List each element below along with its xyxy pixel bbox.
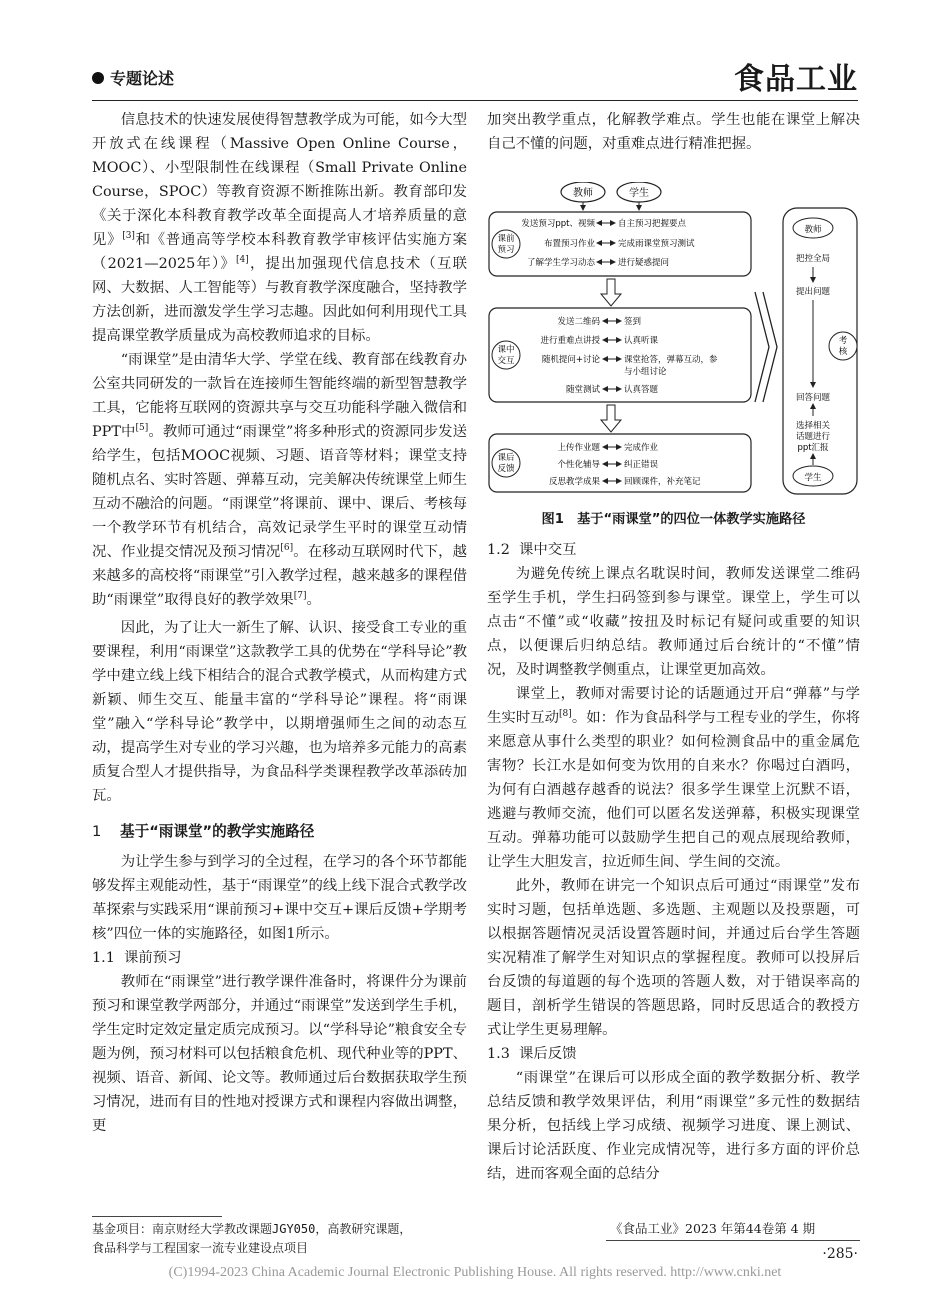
paragraph: 教师在“雨课堂”进行教学课件准备时，将课件分为课前预习和课堂教学两部分，并通过“雨课堂”发送到学生手机，学生定时定效定量定质完成预习。以“学科导论”粮食安全专题为例，预习材料可以包括粮食危机、现代种业等的PPT、视频、语音、新闻、论文等。教师通过后台数据获取学生预习情况，进而有目的性地对授课方式和课程内容做出调整，更 [92, 974, 467, 1134]
chevron-right-icon [755, 292, 777, 402]
student-label: 学生 [629, 188, 649, 199]
pre-row-left: 了解学生学习动态 [526, 258, 595, 268]
down-arrow-icon [601, 279, 621, 306]
post-class-label: 课后 [497, 453, 515, 463]
pre-row-right: 自主预习把握要点 [618, 219, 687, 229]
citation[interactable]: [5] [135, 423, 149, 434]
down-arrow-icon [601, 405, 621, 432]
citation[interactable]: [3] [122, 231, 135, 242]
citation[interactable]: [8] [559, 709, 572, 720]
exam-select-label: 选择相关 [795, 421, 831, 431]
mid-row-right: 认真答题 [624, 385, 659, 395]
figure-caption: 图1 基于“雨课堂”的四位一体教学实施路径 [541, 512, 806, 527]
paragraph: 因此，为了让大一新生了解、认识、接受食工专业的重要课程，利用“雨课堂”这款教学工具的优势在“学科导论”教学中建立线上线下相结合的混合式教学模式，从而构建方式新颖、师生交互、能量丰富的“学科导论”课程。将“雨课堂”融入“学科导论”教学中，以期增强师生之间的动态互动，提高学生对专业的学习兴趣，也为培养多元能力的高素质复合型人才提供指导，为食品科学类课程教学改革添砖加瓦。 [92, 620, 467, 804]
copyright-watermark: (C)1994-2023 China Academic Journal Electronic Publishing House. All rights reserved. http://www.cnki.net [168, 1265, 782, 1280]
post-row-right: 回顾课件，补充笔记 [624, 477, 701, 487]
post-row-right: 完成作业 [624, 443, 659, 453]
teacher-label: 教师 [573, 188, 593, 199]
post-class-label: 反馈 [497, 464, 515, 474]
pre-row-right: 进行疑惑提问 [618, 258, 670, 268]
post-row-left: 反思教学成果 [548, 477, 600, 487]
pre-class-label: 课前 [497, 234, 515, 244]
exam-student-label: 学生 [804, 473, 822, 483]
fund-footnote: 基金项目：南京财经大学教改课题JGY050，高教研究课题， 食品科学与工程国家一流专业建设点项目 [92, 1222, 412, 1255]
section-title: 专题论述 [110, 69, 175, 88]
right-column [487, 108, 860, 1186]
paragraph: 信息技术的快速发展使得智慧教学成为可能，如今大型开放式在线课程（Massive Open Online Course，MOOC）、小型限制性在线课程（Small Private Online Course，SPOC）等教育资源不断推陈出新。教育部印发《关于深化本科教育教学改革全面提高人才培养质量的意见》[3]和《普通高等学校本科教育教学审核评估实施方案（2021—2025年）》[4]，提出加强现代信息技术（互联网、大数据、人工智能等）与教育教学深度融合，坚持教学方法创新，进而激发学生学习志趣。因此如何利用现代工具提高课堂教学质量成为高校教师追求的目标。 [92, 112, 467, 344]
post-row-right: 纠正错误 [624, 460, 659, 470]
in-class-label: 课中 [497, 345, 515, 355]
subsection-heading: 1.2 课中交互 [487, 542, 577, 558]
mid-row-right: 认真听课 [624, 336, 659, 346]
paragraph: 为避免传统上课点名耽误时间，教师发送课堂二维码至学生手机，学生扫码签到参与课堂。课堂上，学生可以点击“不懂”或“收藏”按扭及时标记有疑问或重要的知识点，以便课后归纳总结。教师通过后台统计的“不懂”情况，及时调整教学侧重点，让课堂更加高效。 [487, 566, 860, 678]
mid-row-left: 随机提问+讨论 [541, 355, 600, 365]
exam-answer-label: 回答问题 [795, 393, 831, 403]
section-header [92, 66, 174, 89]
figure-1 [487, 182, 860, 500]
citation[interactable]: [4] [236, 255, 249, 266]
pre-row-right: 完成雨课堂预习测试 [618, 239, 695, 249]
mid-row-left: 发送二维码 [557, 317, 600, 327]
bullet-dot-icon [92, 72, 104, 84]
header-rule [92, 100, 858, 101]
mid-row-right: 课堂抢答，弹幕互动，参 [624, 355, 718, 365]
in-class-label: 交互 [497, 356, 515, 366]
journal-logo: 食品工业 [734, 62, 858, 97]
exam-ask-label: 提出问题 [795, 287, 831, 297]
post-row-left: 个性化辅导 [557, 460, 600, 470]
paragraph: 加突出教学重点，化解教学难点。学生也能在课堂上解决自己不懂的问题，对重难点进行精准把握。 [487, 112, 860, 152]
flow-diagram [487, 182, 860, 500]
paragraph: 此外，教师在讲完一个知识点后可通过“雨课堂”发布实时习题，包括单选题、多选题、主观题以及投票题，可以根据答题情况灵活设置答题时间，并通过后台学生答题实况精准了解学生对知识点的掌握程度。教师可以投屏后台反馈的每道题的每个选项的答题人数，对于错误率高的题目，剖析学生错误的答题思路，同时反思适合的教授方式让学生更易理解。 [487, 878, 860, 1038]
exam-teacher-label: 教师 [804, 225, 822, 235]
mid-row-left: 随堂测试 [565, 385, 600, 395]
pre-row-left: 发送预习ppt、视频 [521, 219, 595, 229]
paragraph: 课堂上，教师对需要讨论的话题通过开启“弹幕”与学生实时互动[8]。如：作为食品科学与工程专业的学生，你将来愿意从事什么类型的职业？如何检测食品中的重金属危害物？长江水是如何变为饮用的自来水？你喝过白酒吗，为何有白酒越存越香的说法？很多学生课堂上沉默不语，逃避与教师交流，他们可以匿名发送弹幕，积极实现课堂互动。弹幕功能可以鼓励学生把自己的观点展现给教师，让学生大胆发言，拉近师生间、学生间的交流。 [487, 686, 860, 870]
paragraph: “雨课堂”在课后可以形成全面的教学数据分析、教学总结反馈和教学效果评估，利用“雨课堂”多元性的数据结果分析，包括线上学习成绩、视频学习进度、课上测试、课后讨论活跃度、作业完成情况等，进行多方面的评价总结，进而客观全面的总结分 [487, 1070, 860, 1182]
post-row-left: 上传作业题 [557, 443, 600, 453]
citation[interactable]: [6] [280, 543, 294, 554]
footnote-rule [92, 1216, 222, 1217]
journal-issue: 《食品工业》2023 年第44卷第 4 期 [610, 1221, 816, 1236]
exam-overall-label: 把控全局 [795, 254, 831, 264]
mid-row-left: 进行重难点讲授 [540, 336, 600, 346]
paragraph: 为让学生参与到学习的全过程，在学习的各个环节都能够发挥主观能动性，基于“雨课堂”的线上线下混合式教学改革探索与实践采用“课前预习+课中交互+课后反馈+学期考核”四位一体的实施路径，如图1所示。 [92, 854, 467, 942]
page-number: ·285· [822, 1246, 858, 1262]
exam-label: 考 [838, 336, 848, 346]
subsection-heading: 1.1 课前预习 [92, 950, 182, 966]
mid-row-right: 与小组讨论 [624, 367, 667, 377]
pre-class-label: 预习 [497, 245, 515, 255]
exam-select-label: ppt汇报 [797, 443, 829, 453]
journal-rule [606, 1240, 860, 1241]
exam-label: 核 [838, 347, 848, 357]
citation[interactable]: [7] [293, 591, 307, 602]
exam-select-label: 话题进行 [795, 432, 831, 442]
subsection-heading: 1.3 课后反馈 [487, 1046, 577, 1062]
pre-row-left: 布置预习作业 [543, 239, 595, 249]
left-column [92, 108, 467, 1138]
post-class-box [489, 434, 751, 492]
section-heading: 1 基于“雨课堂”的教学实施路径 [92, 823, 315, 840]
mid-row-right: 签到 [624, 317, 642, 327]
paragraph: “雨课堂”是由清华大学、学堂在线、教育部在线教育办公室共同研发的一款旨在连接师生智能终端的新型智慧教学工具，它能将互联网的资源共享与交互功能科学融入微信和PPT中[5]。教师可通过“雨课堂”将多种形式的资源同步发送给学生，包括MOOC视频、习题、语音等材料；课堂支持随机点名、实时答题、弹幕互动，完美解决传统课堂上师生互动不融洽的问题。“雨课堂”将课前、课中、课后、考核每一个教学环节有机结合，高效记录学生平时的课堂互动情况、作业提交情况及预习情况[6]。在移动互联网时代下，越来越多的高校将“雨课堂”引入教学过程，越来越多的课程借助“雨课堂”取得良好的教学效果[7]。 [92, 352, 467, 608]
